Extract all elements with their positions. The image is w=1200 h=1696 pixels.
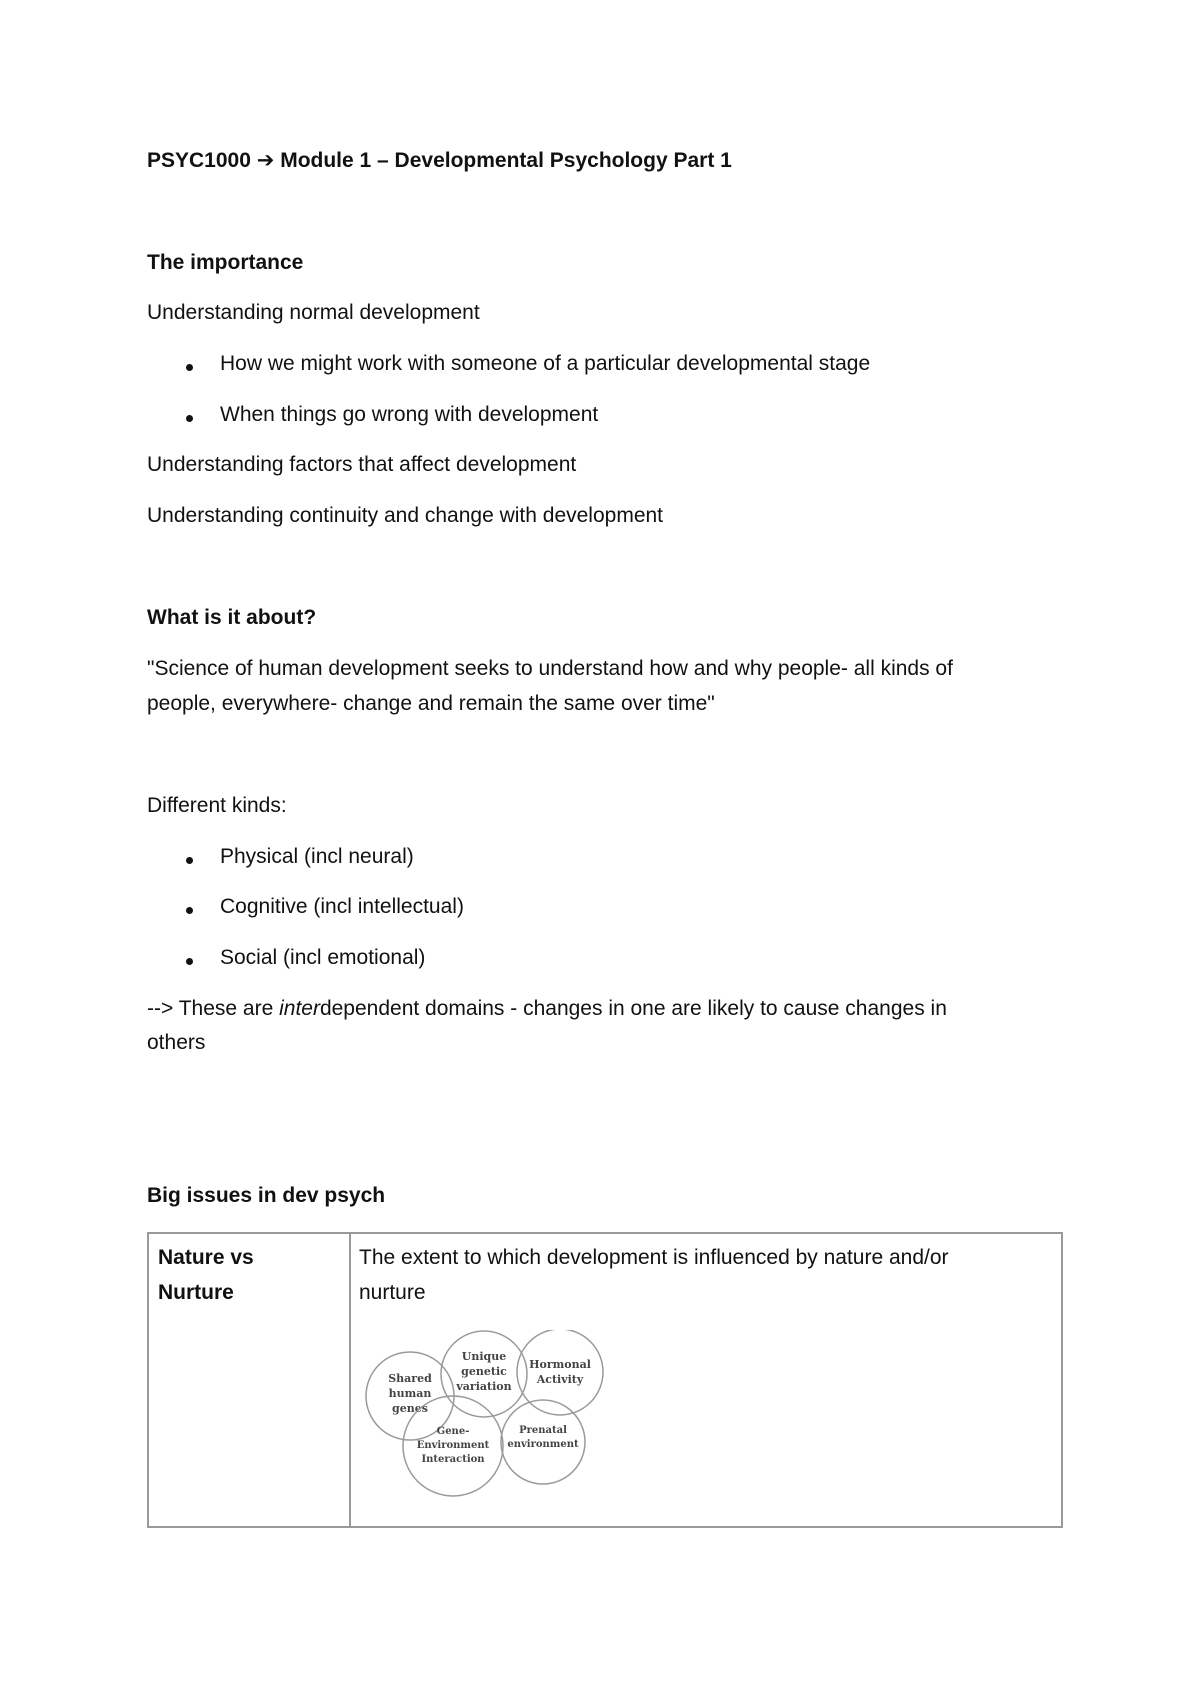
- term-line: Nurture: [158, 1281, 234, 1304]
- course-code: PSYC1000: [147, 149, 251, 172]
- kinds-bullet-1: Physical (incl neural): [220, 845, 414, 868]
- diagram-circle: [403, 1396, 503, 1496]
- diagram-label: human: [388, 1387, 432, 1400]
- kinds-note-rest: dependent domains - changes in one are likely to cause changes in: [319, 997, 947, 1020]
- kinds-bullet-3: Social (incl emotional): [220, 946, 426, 969]
- kinds-label: Different kinds:: [147, 794, 287, 817]
- description-nature-nurture: [359, 1240, 949, 1310]
- diagram-label: Prenatal: [519, 1425, 567, 1436]
- term-line: Nature vs: [158, 1246, 254, 1269]
- nature-nurture-circle-diagram: [363, 1330, 623, 1500]
- table-cell-term: [148, 1233, 350, 1527]
- importance-line-3: Understanding continuity and change with development: [147, 504, 664, 527]
- description-line: nurture: [359, 1281, 426, 1304]
- section-heading-big-issues: Big issues in dev psych: [147, 1184, 386, 1207]
- diagram-circle: [501, 1400, 585, 1484]
- diagram-label: environment: [507, 1439, 579, 1450]
- diagram-label: Unique: [461, 1350, 507, 1363]
- bullet-icon: [186, 415, 193, 422]
- diagram-circle: [441, 1331, 527, 1417]
- diagram-label: variation: [456, 1380, 512, 1393]
- bullet-icon: [186, 857, 193, 864]
- bullet-icon: [186, 364, 193, 371]
- about-quote-line-1: "Science of human development seeks to understand how and why people- all kinds of: [147, 657, 953, 680]
- section-heading-about: What is it about?: [147, 606, 317, 629]
- bullet-icon: [186, 907, 193, 914]
- table-cell-description: [350, 1233, 1062, 1527]
- diagram-label: Hormonal: [529, 1358, 591, 1371]
- diagram-label: Environment: [416, 1440, 490, 1451]
- kinds-note-line-2: others: [147, 1031, 206, 1054]
- about-quote-line-2: people, everywhere- change and remain the same over time": [147, 692, 715, 715]
- table-row: [148, 1233, 1062, 1527]
- kinds-note-line-1: [147, 996, 947, 1022]
- page-title: [147, 148, 732, 174]
- kinds-bullet-2: Cognitive (incl intellectual): [220, 895, 464, 918]
- kinds-note-prefix: --> These are: [147, 997, 280, 1020]
- importance-bullet-1: How we might work with someone of a particular developmental stage: [220, 352, 871, 375]
- big-issues-table: [147, 1232, 1063, 1528]
- importance-bullet-2: When things go wrong with development: [220, 403, 599, 426]
- kinds-note-italic: inter: [279, 997, 320, 1020]
- diagram-label: genes: [392, 1402, 428, 1415]
- importance-line-2: Understanding factors that affect development: [147, 453, 577, 476]
- diagram-label: Gene-: [436, 1426, 470, 1437]
- title-rest: Module 1 – Developmental Psychology Part 1: [280, 149, 732, 172]
- description-line: The extent to which development is influenced by nature and/or: [359, 1246, 949, 1269]
- section-heading-importance: The importance: [147, 251, 304, 274]
- diagram-label: Activity: [536, 1373, 584, 1386]
- importance-line-1: Understanding normal development: [147, 301, 480, 324]
- diagram-label: Shared: [388, 1372, 432, 1385]
- term-nature-nurture: [158, 1240, 254, 1310]
- arrow-icon: ➔: [256, 149, 275, 172]
- diagram-label: Interaction: [421, 1454, 485, 1465]
- diagram-label: genetic: [461, 1365, 507, 1378]
- bullet-icon: [186, 958, 193, 965]
